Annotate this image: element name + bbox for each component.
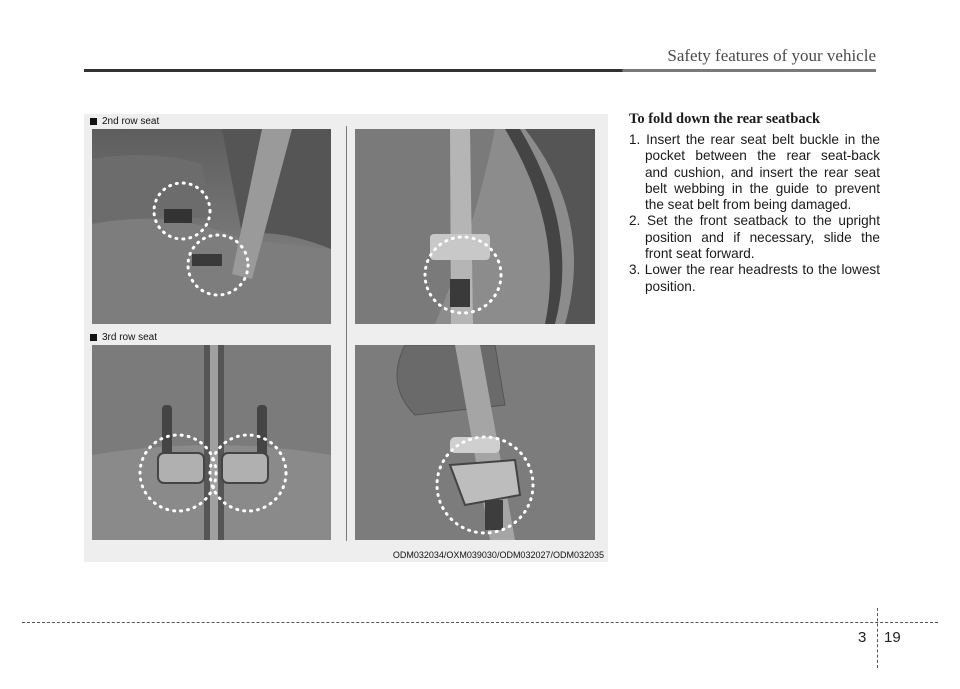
section-title: Safety features of your vehicle <box>667 46 876 65</box>
label-2nd-row: 2nd row seat <box>90 116 159 127</box>
square-bullet-icon <box>90 118 97 125</box>
seat-belt-figure <box>84 114 608 562</box>
figure-divider <box>346 126 347 541</box>
instructions <box>629 111 880 295</box>
page-number-divider <box>877 608 878 668</box>
photo-3rd-row-buckles <box>92 345 331 540</box>
photo-belt-guide <box>355 129 595 324</box>
page-number: 19 <box>884 629 901 646</box>
step-2: 2. Set the front seatback to the upright position and if necessary, slide the front seat forward. <box>629 213 880 262</box>
square-bullet-icon <box>90 334 97 341</box>
figure-caption: ODM032034/OXM039030/ODM032027/ODM032035 <box>392 550 604 560</box>
step-3: 3. Lower the rear headrests to the lowest position. <box>629 262 880 294</box>
label-3rd-row: 3rd row seat <box>90 332 157 343</box>
header-rule <box>84 69 876 72</box>
instructions-title: To fold down the rear seatback <box>629 111 821 127</box>
footer-rule <box>22 622 938 623</box>
step-1: 1. Insert the rear seat belt buckle in the pocket between the rear seat-back and cushion, and insert the rear seat belt webbing in the guide to prevent the seat belt from being damaged. <box>629 132 880 213</box>
chapter-number: 3 <box>858 629 867 646</box>
photo-buckle-pocket <box>355 345 595 540</box>
photo-2nd-row-buckle <box>92 129 331 324</box>
steps-list <box>629 132 880 295</box>
